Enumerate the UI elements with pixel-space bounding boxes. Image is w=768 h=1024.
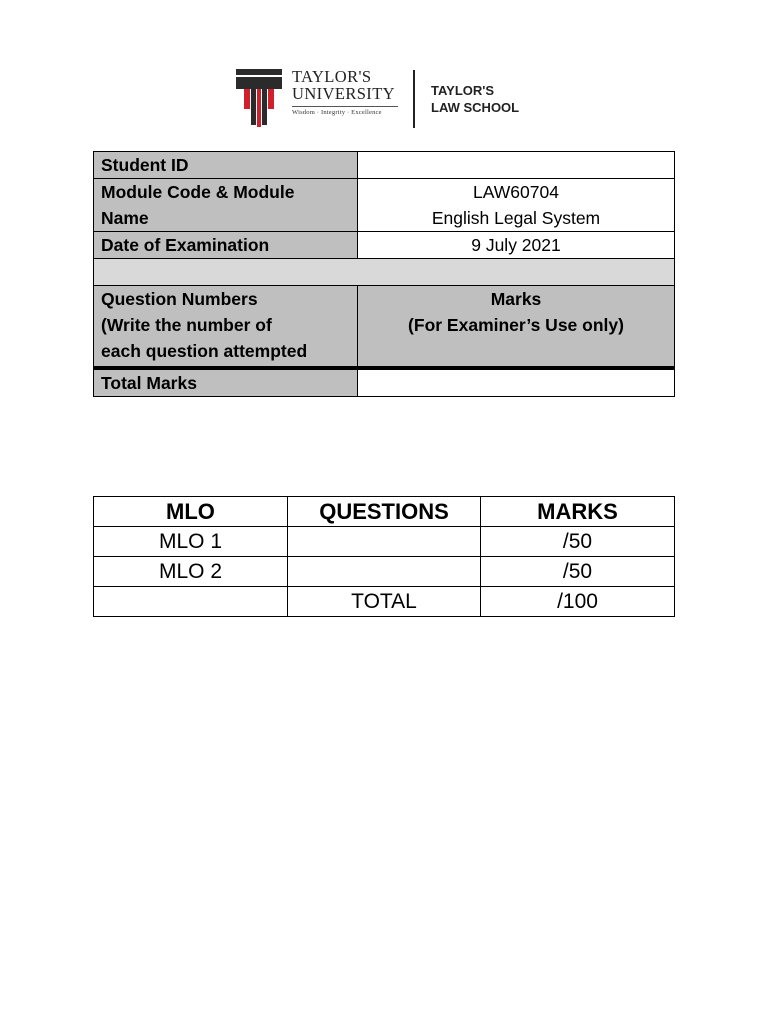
mlo-total-marks: /100 [481, 587, 675, 617]
separator-row [94, 259, 675, 286]
total-marks-field[interactable] [358, 370, 675, 397]
mlo-label: MLO 2 [94, 557, 288, 587]
separator-cell [94, 259, 675, 286]
mlo-total-label: TOTAL [288, 587, 481, 617]
law-school-line1: TAYLOR'S [431, 83, 495, 98]
mlo-total-row [94, 587, 675, 617]
module-value [358, 179, 675, 232]
marks-column-header: MARKS [481, 497, 675, 527]
law-school-line2: LAW SCHOOL [431, 100, 520, 115]
university-crest-icon [236, 69, 282, 127]
student-id-label: Student ID [94, 152, 358, 179]
exam-date-value: 9 July 2021 [358, 232, 675, 259]
marks-header [358, 286, 675, 367]
header-logos [236, 66, 536, 128]
module-label-line2: Name [101, 208, 149, 228]
marks-header-line1: Marks [490, 289, 542, 309]
question-header-line1: Question Numbers [101, 289, 258, 309]
mlo-table [93, 496, 675, 617]
university-name [292, 68, 395, 102]
university-rule [292, 106, 398, 107]
law-school-name [431, 82, 519, 116]
student-id-row [94, 152, 675, 179]
university-motto: Wisdom · Integrity · Excellence [292, 109, 382, 116]
module-label-line1: Module Code & Module [101, 182, 295, 202]
mlo-marks: /50 [481, 527, 675, 557]
question-numbers-header [94, 286, 358, 367]
marks-header-line2: (For Examiner’s Use only) [408, 315, 624, 335]
student-id-field[interactable] [358, 152, 675, 179]
total-marks-label: Total Marks [94, 370, 358, 397]
module-code: LAW60704 [473, 182, 559, 202]
module-label [94, 179, 358, 232]
mlo-marks: /50 [481, 557, 675, 587]
question-header-line2: (Write the number of [101, 315, 272, 335]
exam-date-label: Date of Examination [94, 232, 358, 259]
mlo-column-header: MLO [94, 497, 288, 527]
mlo-label: MLO 1 [94, 527, 288, 557]
exam-info-table [93, 151, 675, 397]
mlo-questions-field[interactable] [288, 557, 481, 587]
module-name: English Legal System [431, 208, 601, 228]
exam-date-row [94, 232, 675, 259]
answer-header-row [94, 286, 675, 367]
question-header-line3: each question attempted [101, 341, 308, 361]
mlo-header-row [94, 497, 675, 527]
questions-column-header: QUESTIONS [288, 497, 481, 527]
module-row [94, 179, 675, 232]
university-name-line1: TAYLOR'S [292, 67, 372, 86]
logo-divider [413, 70, 415, 128]
mlo-row [94, 557, 675, 587]
mlo-questions-field[interactable] [288, 527, 481, 557]
university-name-line2: UNIVERSITY [292, 84, 395, 103]
mlo-row [94, 527, 675, 557]
mlo-label [94, 587, 288, 617]
total-marks-row [94, 370, 675, 397]
